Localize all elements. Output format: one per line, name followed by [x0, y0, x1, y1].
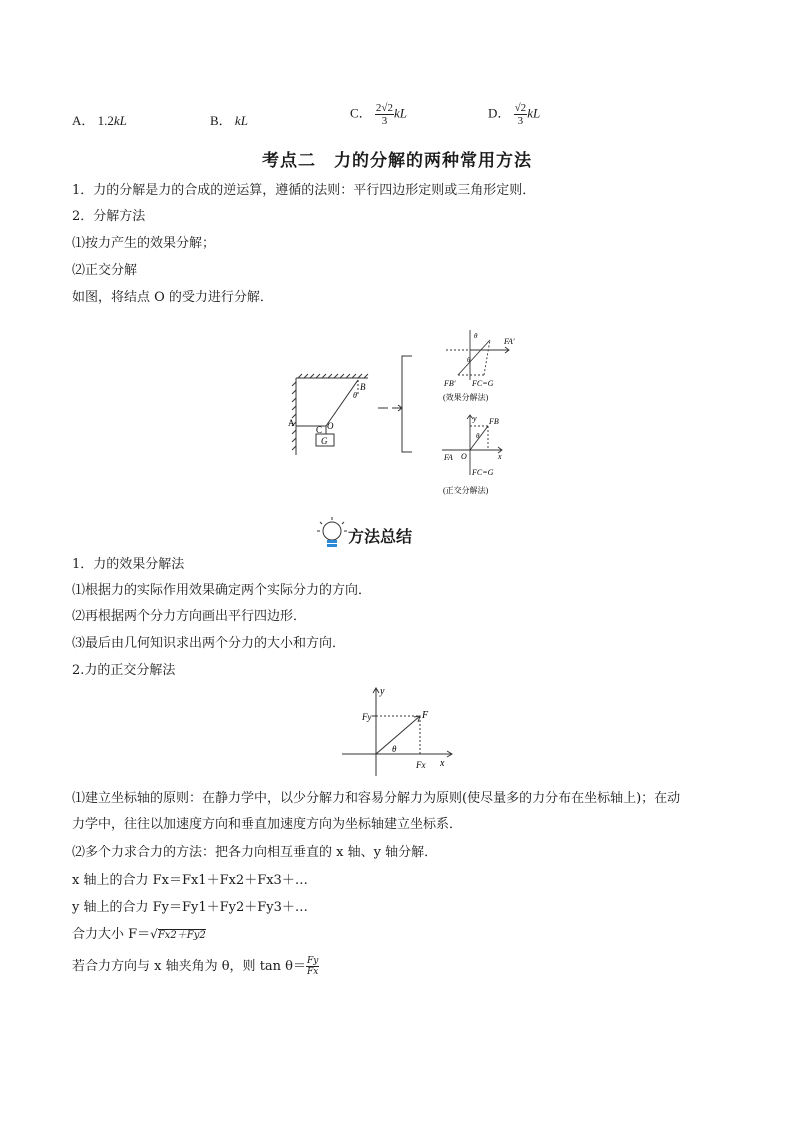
- summary-line-5: 2.力的正交分解法: [72, 663, 176, 678]
- label-fb: FB: [489, 417, 499, 426]
- summary-line-4: ⑶最后由几何知识求出两个分力的大小和方向．: [72, 636, 346, 651]
- option-c-fraction: [375, 102, 394, 127]
- rule-line-5: y 轴上的合力 Fy＝Fy1＋Fy2＋Fy3＋…: [72, 900, 308, 915]
- label-fa-prime: FA': [504, 337, 515, 346]
- label-fc-g-1: FC=G: [472, 379, 494, 388]
- magnitude-radicand: Fx2＋Fy2: [157, 930, 206, 941]
- text-line-1: 1．力的分解是力的合成的逆运算，遵循的法则：平行四边形定则或三角形定则．: [72, 183, 536, 198]
- label-a: A: [288, 418, 295, 428]
- option-a-letter: A．: [72, 113, 95, 128]
- option-b-letter: B．: [210, 113, 232, 128]
- text-line-5: 如图，将结点 O 的受力进行分解．: [72, 290, 273, 305]
- text-line-4: ⑵正交分解: [72, 263, 138, 278]
- option-d-fraction: [514, 102, 528, 127]
- option-c-unit: kL: [393, 105, 407, 121]
- rule-line-2: 力学中，往往以加速度方向和垂直加速度方向为坐标轴建立坐标系．: [72, 817, 463, 832]
- label-b: B: [360, 382, 366, 392]
- label-theta-5: θ: [392, 744, 397, 754]
- effect-caption: (效果分解法): [443, 393, 489, 402]
- summary-line-1: 1．力的效果分解法: [72, 557, 185, 572]
- option-d-letter: D．: [488, 105, 511, 121]
- option-c-numerator: 2√2: [375, 102, 393, 114]
- option-a: [72, 110, 127, 129]
- label-f: F: [422, 710, 429, 721]
- rule-line-1: ⑴建立坐标轴的原则：在静力学中，以少分解力和容易分解力为原则(使尽量多的力分布在坐标轴上)；在动: [72, 791, 681, 806]
- orthogonal-axes-figure: [340, 684, 460, 779]
- label-fa: FA: [444, 453, 453, 462]
- option-d-unit: kL: [527, 105, 541, 121]
- section-title: 考点二 力的分解的两种常用方法: [262, 151, 532, 171]
- option-c-denominator: 3: [381, 115, 388, 127]
- label-theta-1: θ: [353, 391, 357, 400]
- text-line-2: 2．分解方法: [72, 209, 146, 224]
- label-theta-3: θ: [467, 356, 471, 364]
- tan-fraction: [306, 956, 319, 977]
- text-line-3: ⑴按力产生的效果分解；: [72, 236, 216, 251]
- label-x-1: x: [498, 452, 502, 461]
- option-c-letter: C．: [350, 105, 372, 121]
- option-b-unit: kL: [234, 113, 248, 128]
- label-fx: Fx: [416, 760, 426, 770]
- label-theta-2: θ: [474, 332, 478, 340]
- label-fb-prime: FB': [444, 379, 456, 388]
- label-y-1: y: [473, 414, 477, 423]
- option-c: [350, 102, 407, 127]
- label-o-2: O: [461, 452, 467, 461]
- option-d: [488, 102, 540, 127]
- summary-line-2: ⑴根据力的实际作用效果确定两个实际分力的方向．: [72, 583, 372, 598]
- rule-line-6: 合力大小 F＝√Fx2＋Fy2: [72, 927, 206, 942]
- lightbulb-icon: [316, 515, 348, 551]
- force-decomposition-figure: [280, 320, 540, 505]
- tan-denominator: Fx: [307, 967, 319, 977]
- option-d-denominator: 3: [517, 115, 524, 127]
- label-fc-g-2: FC=G: [472, 468, 494, 477]
- option-d-numerator: √2: [514, 102, 527, 114]
- tan-prefix: 若合力方向与 x 轴夹角为 θ，则 tan θ＝: [72, 959, 306, 974]
- option-b: [210, 110, 248, 129]
- magnitude-prefix: 合力大小 F＝: [72, 927, 151, 942]
- option-a-unit: kL: [113, 113, 127, 128]
- ortho-caption: (正交分解法): [443, 486, 489, 495]
- rule-line-3: ⑵多个力求合力的方法：把各力向相互垂直的 x 轴、y 轴分解．: [72, 845, 438, 860]
- label-y-2: y: [380, 686, 385, 697]
- label-fy: Fy: [362, 712, 372, 722]
- label-g: G: [321, 436, 328, 446]
- rule-line-4: x 轴上的合力 Fx＝Fx1＋Fx2＋Fx3＋…: [72, 873, 308, 888]
- label-theta-4: θ: [476, 432, 480, 440]
- rule-line-7: [72, 956, 319, 977]
- label-x-2: x: [440, 758, 445, 769]
- summary-line-3: ⑵再根据两个分力方向画出平行四边形．: [72, 609, 307, 624]
- option-a-value: 1.2: [97, 113, 114, 128]
- label-c: C: [316, 425, 323, 435]
- tan-numerator: Fy: [307, 956, 319, 966]
- label-o: O: [327, 421, 334, 431]
- summary-heading: 方法总结: [348, 527, 413, 546]
